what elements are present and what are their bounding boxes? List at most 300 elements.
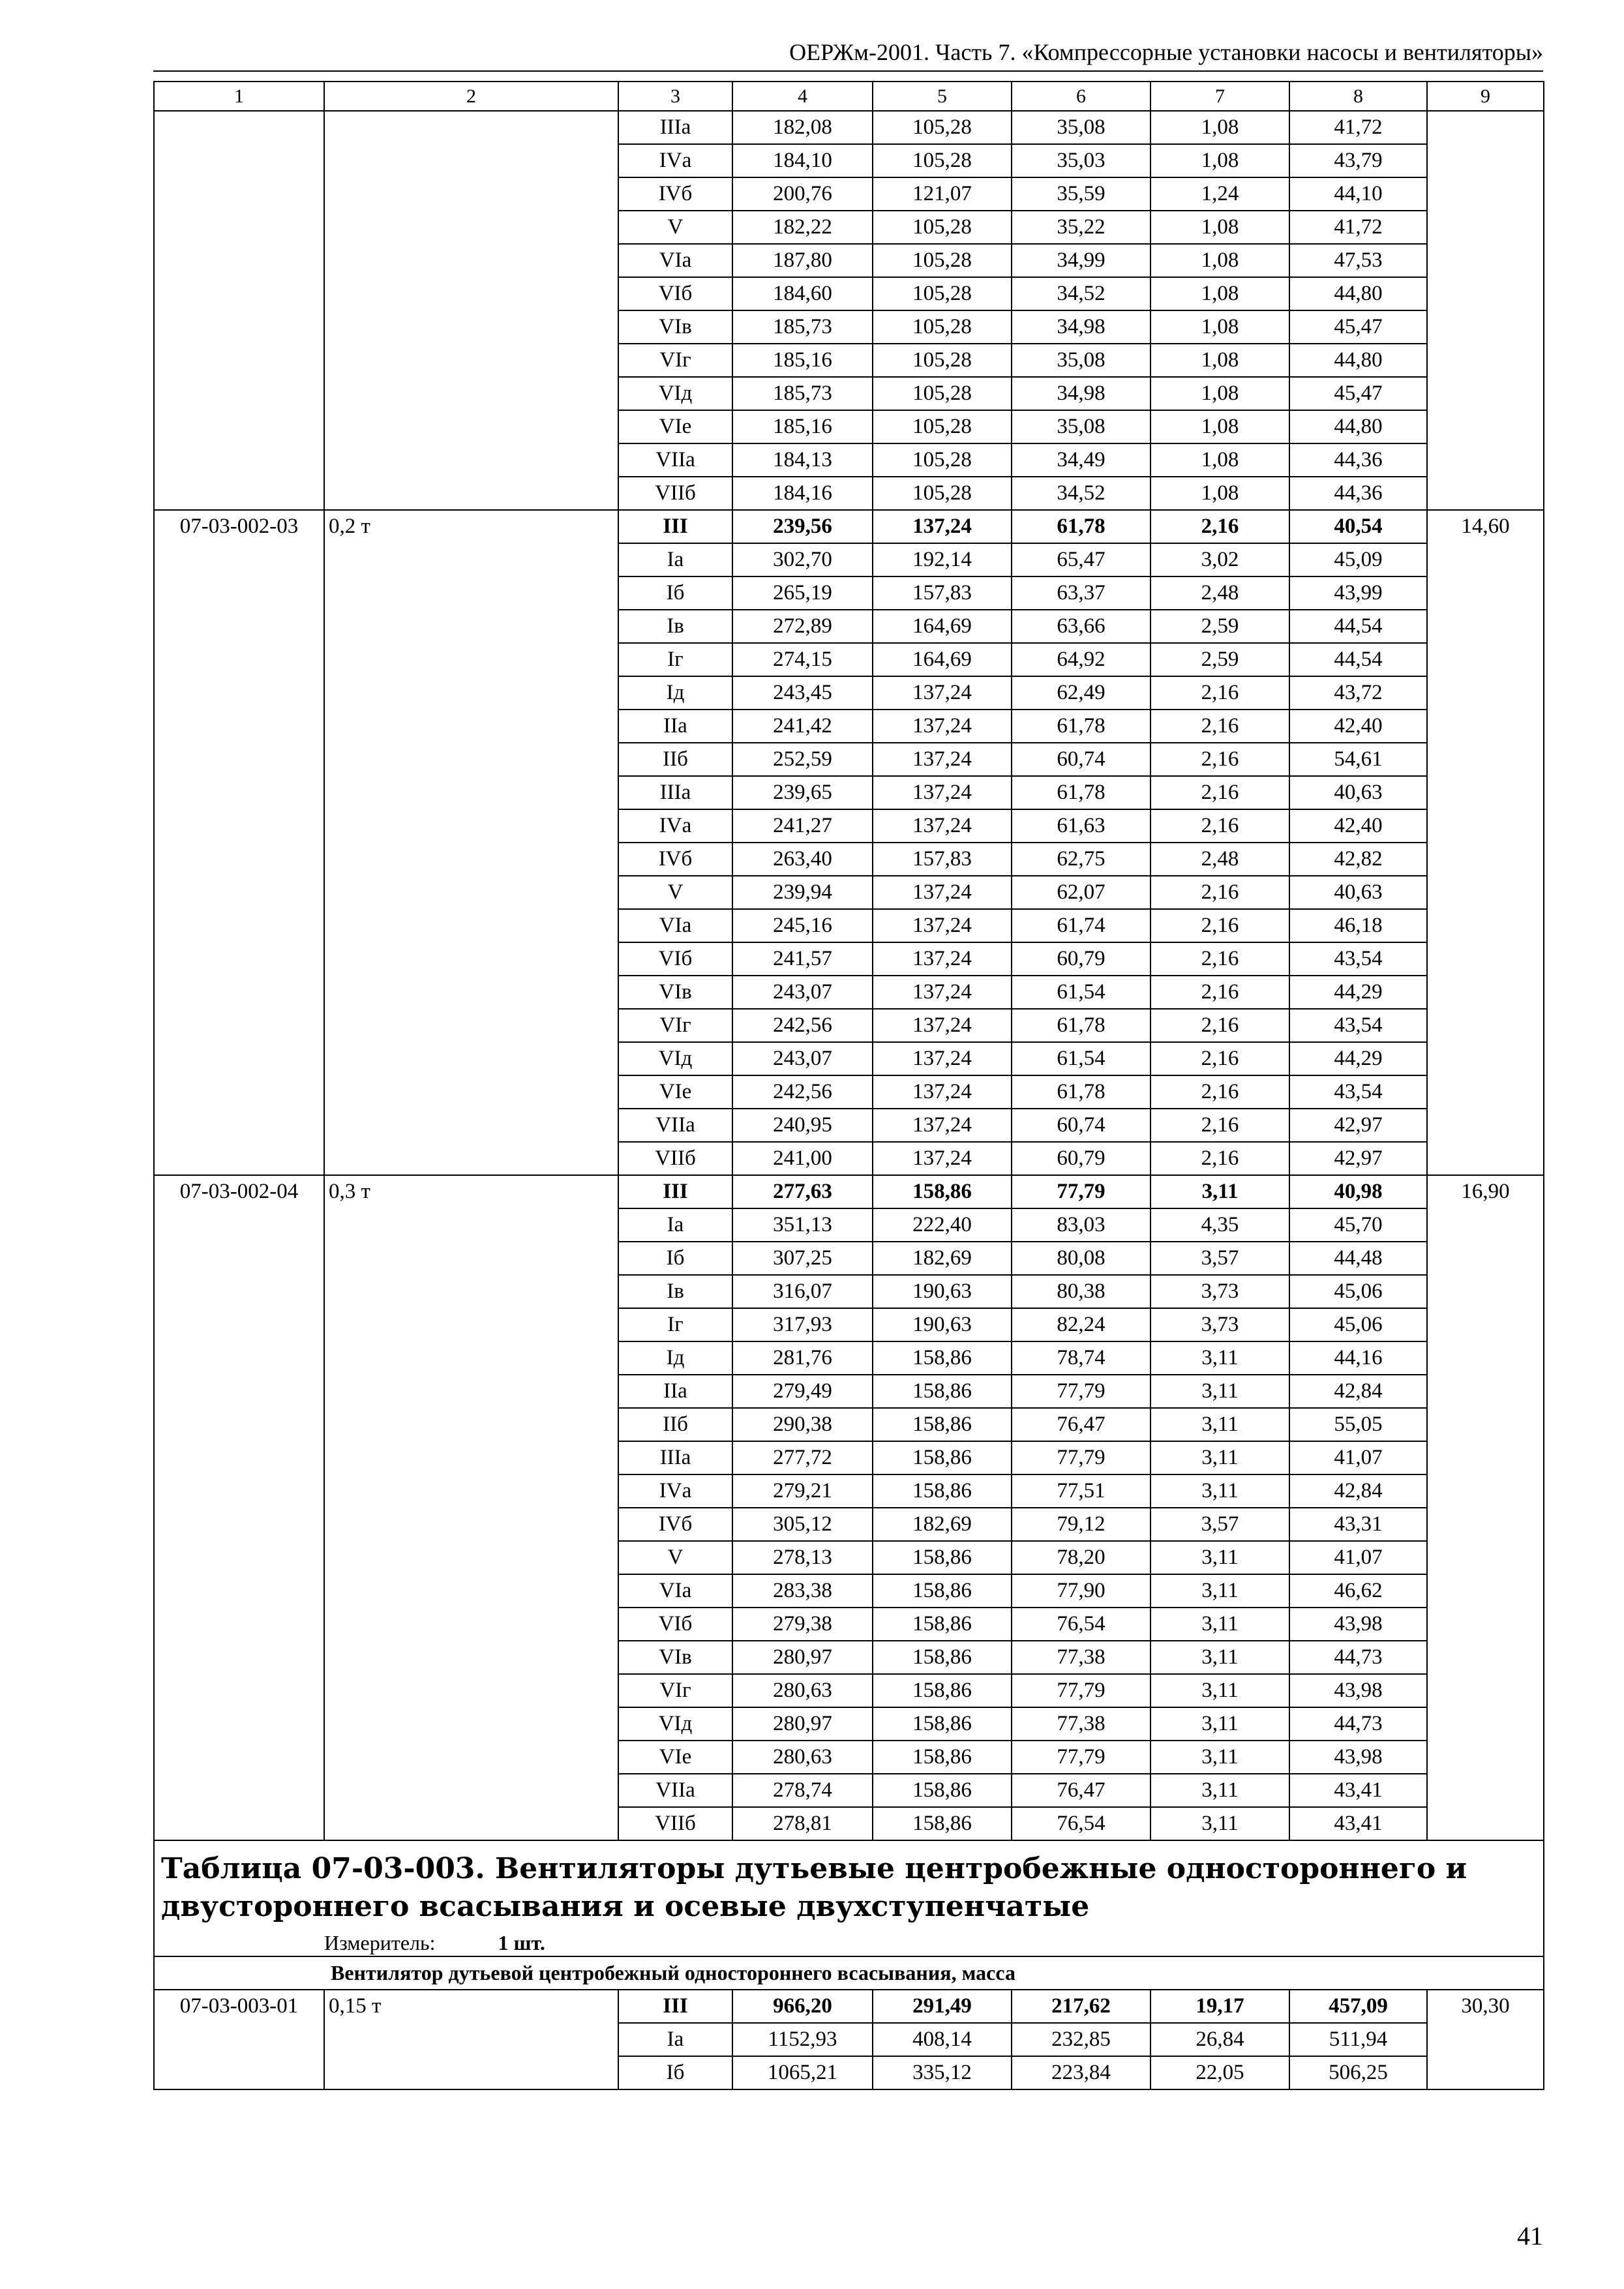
rate-name — [324, 111, 618, 510]
value-cell: 239,56 — [732, 510, 873, 543]
value-cell: 2,48 — [1150, 576, 1289, 610]
rate-name: 0,15 т — [324, 1990, 618, 2089]
value-cell: 61,78 — [1012, 710, 1150, 743]
value-cell: 158,86 — [873, 1674, 1012, 1707]
value-cell: 280,97 — [732, 1641, 873, 1674]
value-cell: 45,09 — [1289, 543, 1427, 576]
value-cell: 43,79 — [1289, 144, 1427, 177]
value-cell: 223,84 — [1012, 2056, 1150, 2089]
value-cell: 158,86 — [873, 1574, 1012, 1608]
value-cell: 45,06 — [1289, 1308, 1427, 1341]
value-cell: 457,09 — [1289, 1990, 1427, 2023]
zone-cell: VIб — [618, 277, 732, 310]
column-number: 8 — [1289, 82, 1427, 111]
value-cell: 43,98 — [1289, 1608, 1427, 1641]
value-cell: 46,18 — [1289, 909, 1427, 942]
value-cell: 105,28 — [873, 211, 1012, 244]
value-cell: 35,08 — [1012, 344, 1150, 377]
zone-cell: IIIа — [618, 111, 732, 144]
value-cell: 77,79 — [1012, 1674, 1150, 1707]
zone-cell: VIг — [618, 344, 732, 377]
value-cell: 305,12 — [732, 1508, 873, 1541]
value-cell: 2,16 — [1150, 1109, 1289, 1142]
rate-code — [154, 111, 324, 510]
zone-cell: IIа — [618, 710, 732, 743]
value-cell: 158,86 — [873, 1375, 1012, 1408]
value-cell: 137,24 — [873, 809, 1012, 843]
zone-cell: VIд — [618, 377, 732, 410]
value-cell: 3,11 — [1150, 1707, 1289, 1741]
value-cell: 43,41 — [1289, 1807, 1427, 1840]
value-cell: 137,24 — [873, 1042, 1012, 1075]
value-cell: 277,72 — [732, 1441, 873, 1474]
value-cell: 61,78 — [1012, 776, 1150, 809]
zone-cell: V — [618, 876, 732, 909]
value-cell: 34,52 — [1012, 477, 1150, 510]
value-cell: 1,08 — [1150, 244, 1289, 277]
value-cell: 2,16 — [1150, 809, 1289, 843]
zone-cell: Iг — [618, 643, 732, 676]
value-cell: 61,54 — [1012, 976, 1150, 1009]
zone-cell: VIа — [618, 909, 732, 942]
zone-cell: IVа — [618, 809, 732, 843]
zone-cell: VIа — [618, 244, 732, 277]
value-cell: 137,24 — [873, 942, 1012, 976]
value-cell: 185,73 — [732, 310, 873, 344]
column-number: 5 — [873, 82, 1012, 111]
value-cell: 164,69 — [873, 643, 1012, 676]
value-cell: 76,47 — [1012, 1774, 1150, 1807]
value-cell: 137,24 — [873, 1109, 1012, 1142]
value-cell: 3,11 — [1150, 1474, 1289, 1508]
value-cell: 1,08 — [1150, 144, 1289, 177]
value-cell: 42,97 — [1289, 1142, 1427, 1175]
value-cell: 105,28 — [873, 344, 1012, 377]
value-cell: 137,24 — [873, 976, 1012, 1009]
value-cell: 184,60 — [732, 277, 873, 310]
value-cell: 137,24 — [873, 1075, 1012, 1109]
value-cell: 335,12 — [873, 2056, 1012, 2089]
value-cell: 43,98 — [1289, 1741, 1427, 1774]
value-cell: 43,31 — [1289, 1508, 1427, 1541]
value-cell: 60,79 — [1012, 1142, 1150, 1175]
zone-cell: VIв — [618, 310, 732, 344]
value-cell: 158,86 — [873, 1641, 1012, 1674]
value-cell: 3,11 — [1150, 1574, 1289, 1608]
rate-name: 0,2 т — [324, 510, 618, 1175]
value-cell: 506,25 — [1289, 2056, 1427, 2089]
value-cell: 26,84 — [1150, 2023, 1289, 2056]
value-cell: 3,73 — [1150, 1308, 1289, 1341]
value-cell: 61,63 — [1012, 809, 1150, 843]
value-cell: 158,86 — [873, 1408, 1012, 1441]
value-cell: 44,73 — [1289, 1707, 1427, 1741]
value-cell: 245,16 — [732, 909, 873, 942]
value-cell: 239,94 — [732, 876, 873, 909]
value-cell: 44,80 — [1289, 410, 1427, 443]
table-row — [154, 111, 1544, 144]
value-cell: 137,24 — [873, 710, 1012, 743]
value-cell: 44,80 — [1289, 344, 1427, 377]
zone-cell: Iб — [618, 1242, 732, 1275]
value-cell: 241,00 — [732, 1142, 873, 1175]
value-cell: 158,86 — [873, 1341, 1012, 1375]
value-cell: 192,14 — [873, 543, 1012, 576]
value-cell: 40,63 — [1289, 876, 1427, 909]
value-cell: 280,63 — [732, 1674, 873, 1707]
value-cell: 184,10 — [732, 144, 873, 177]
value-cell: 158,86 — [873, 1741, 1012, 1774]
zone-cell: VIе — [618, 1741, 732, 1774]
column-number: 3 — [618, 82, 732, 111]
value-cell: 966,20 — [732, 1990, 873, 2023]
mass-cell: 16,90 — [1427, 1175, 1544, 1840]
value-cell: 185,16 — [732, 410, 873, 443]
value-cell: 43,54 — [1289, 1009, 1427, 1042]
value-cell: 158,86 — [873, 1175, 1012, 1208]
value-cell: 35,08 — [1012, 410, 1150, 443]
value-cell: 137,24 — [873, 876, 1012, 909]
value-cell: 61,54 — [1012, 1042, 1150, 1075]
value-cell: 1,08 — [1150, 111, 1289, 144]
value-cell: 2,16 — [1150, 909, 1289, 942]
value-cell: 265,19 — [732, 576, 873, 610]
value-cell: 22,05 — [1150, 2056, 1289, 2089]
zone-cell: Iа — [618, 2023, 732, 2056]
value-cell: 80,08 — [1012, 1242, 1150, 1275]
measure-value: 1 шт. — [498, 1931, 545, 1954]
value-cell: 40,98 — [1289, 1175, 1427, 1208]
value-cell: 44,16 — [1289, 1341, 1427, 1375]
value-cell: 105,28 — [873, 111, 1012, 144]
value-cell: 43,72 — [1289, 676, 1427, 710]
value-cell: 77,38 — [1012, 1707, 1150, 1741]
value-cell: 76,47 — [1012, 1408, 1150, 1441]
value-cell: 137,24 — [873, 510, 1012, 543]
value-cell: 42,97 — [1289, 1109, 1427, 1142]
zone-cell: IIIа — [618, 1441, 732, 1474]
value-cell: 291,49 — [873, 1990, 1012, 2023]
value-cell: 222,40 — [873, 1208, 1012, 1242]
value-cell: 105,28 — [873, 144, 1012, 177]
value-cell: 302,70 — [732, 543, 873, 576]
value-cell: 3,11 — [1150, 1774, 1289, 1807]
zone-cell: Iг — [618, 1308, 732, 1341]
measure-line — [161, 1930, 1537, 1956]
zone-cell: IVа — [618, 144, 732, 177]
value-cell: 283,38 — [732, 1574, 873, 1608]
zone-cell: VIб — [618, 942, 732, 976]
value-cell: 4,35 — [1150, 1208, 1289, 1242]
subheader-row — [154, 1956, 1544, 1990]
value-cell: 44,29 — [1289, 1042, 1427, 1075]
zone-cell: Iб — [618, 576, 732, 610]
value-cell: 76,54 — [1012, 1608, 1150, 1641]
value-cell: 243,07 — [732, 976, 873, 1009]
value-cell: 46,62 — [1289, 1574, 1427, 1608]
value-cell: 3,11 — [1150, 1175, 1289, 1208]
zone-cell: Iа — [618, 1208, 732, 1242]
value-cell: 2,16 — [1150, 1009, 1289, 1042]
value-cell: 272,89 — [732, 610, 873, 643]
value-cell: 137,24 — [873, 743, 1012, 776]
value-cell: 41,07 — [1289, 1441, 1427, 1474]
value-cell: 1,08 — [1150, 377, 1289, 410]
value-cell: 2,16 — [1150, 976, 1289, 1009]
value-cell: 2,59 — [1150, 610, 1289, 643]
value-cell: 105,28 — [873, 477, 1012, 510]
value-cell: 3,57 — [1150, 1242, 1289, 1275]
zone-cell: Iа — [618, 543, 732, 576]
value-cell: 79,12 — [1012, 1508, 1150, 1541]
value-cell: 3,73 — [1150, 1275, 1289, 1308]
value-cell: 63,37 — [1012, 576, 1150, 610]
value-cell: 105,28 — [873, 377, 1012, 410]
value-cell: 105,28 — [873, 277, 1012, 310]
value-cell: 137,24 — [873, 909, 1012, 942]
value-cell: 3,02 — [1150, 543, 1289, 576]
value-cell: 2,16 — [1150, 876, 1289, 909]
value-cell: 277,63 — [732, 1175, 873, 1208]
value-cell: 137,24 — [873, 776, 1012, 809]
column-number: 7 — [1150, 82, 1289, 111]
value-cell: 274,15 — [732, 643, 873, 676]
value-cell: 1,08 — [1150, 443, 1289, 477]
value-cell: 78,20 — [1012, 1541, 1150, 1574]
value-cell: 351,13 — [732, 1208, 873, 1242]
value-cell: 44,29 — [1289, 976, 1427, 1009]
value-cell: 55,05 — [1289, 1408, 1427, 1441]
value-cell: 44,36 — [1289, 477, 1427, 510]
value-cell: 35,22 — [1012, 211, 1150, 244]
mass-cell: 30,30 — [1427, 1990, 1544, 2089]
zone-cell: Iб — [618, 2056, 732, 2089]
zone-cell: VIIа — [618, 1109, 732, 1142]
column-number: 6 — [1012, 82, 1150, 111]
value-cell: 34,49 — [1012, 443, 1150, 477]
column-number-row — [154, 82, 1544, 111]
table-row — [154, 1175, 1544, 1208]
column-number: 9 — [1427, 82, 1544, 111]
zone-cell: VIв — [618, 976, 732, 1009]
zone-cell: VIе — [618, 1075, 732, 1109]
value-cell: 3,11 — [1150, 1674, 1289, 1707]
value-cell: 35,08 — [1012, 111, 1150, 144]
table-row — [154, 1990, 1544, 2023]
value-cell: 2,16 — [1150, 942, 1289, 976]
value-cell: 2,59 — [1150, 643, 1289, 676]
value-cell: 3,57 — [1150, 1508, 1289, 1541]
zone-cell: Iд — [618, 676, 732, 710]
zone-cell: VIIб — [618, 477, 732, 510]
zone-cell: VIд — [618, 1707, 732, 1741]
value-cell: 243,07 — [732, 1042, 873, 1075]
value-cell: 35,59 — [1012, 177, 1150, 211]
value-cell: 137,24 — [873, 1142, 1012, 1175]
zone-cell: Iв — [618, 1275, 732, 1308]
value-cell: 3,11 — [1150, 1807, 1289, 1840]
page-number: 41 — [1517, 2221, 1543, 2251]
value-cell: 41,72 — [1289, 211, 1427, 244]
value-cell: 511,94 — [1289, 2023, 1427, 2056]
value-cell: 279,38 — [732, 1608, 873, 1641]
header-rule — [153, 70, 1543, 72]
value-cell: 278,13 — [732, 1541, 873, 1574]
value-cell: 317,93 — [732, 1308, 873, 1341]
value-cell: 77,79 — [1012, 1441, 1150, 1474]
value-cell: 78,74 — [1012, 1341, 1150, 1375]
value-cell: 2,48 — [1150, 843, 1289, 876]
value-cell: 240,95 — [732, 1109, 873, 1142]
value-cell: 34,98 — [1012, 377, 1150, 410]
rate-code: 07-03-003-01 — [154, 1990, 324, 2089]
value-cell: 164,69 — [873, 610, 1012, 643]
value-cell: 34,52 — [1012, 277, 1150, 310]
value-cell: 44,73 — [1289, 1641, 1427, 1674]
value-cell: 2,16 — [1150, 1042, 1289, 1075]
value-cell: 279,49 — [732, 1375, 873, 1408]
value-cell: 60,74 — [1012, 1109, 1150, 1142]
value-cell: 1152,93 — [732, 2023, 873, 2056]
value-cell: 41,72 — [1289, 111, 1427, 144]
value-cell: 278,74 — [732, 1774, 873, 1807]
table-title-cell — [154, 1840, 1544, 1956]
value-cell: 290,38 — [732, 1408, 873, 1441]
value-cell: 200,76 — [732, 177, 873, 211]
measure-label: Измеритель: — [324, 1931, 436, 1954]
value-cell: 45,47 — [1289, 377, 1427, 410]
value-cell: 281,76 — [732, 1341, 873, 1375]
value-cell: 19,17 — [1150, 1990, 1289, 2023]
value-cell: 35,03 — [1012, 144, 1150, 177]
table-title-row — [154, 1840, 1544, 1956]
table-row — [154, 510, 1544, 543]
value-cell: 241,42 — [732, 710, 873, 743]
value-cell: 263,40 — [732, 843, 873, 876]
zone-cell: Iд — [618, 1341, 732, 1375]
value-cell: 60,79 — [1012, 942, 1150, 976]
value-cell: 1,08 — [1150, 310, 1289, 344]
value-cell: 82,24 — [1012, 1308, 1150, 1341]
zone-cell: VIв — [618, 1641, 732, 1674]
value-cell: 41,07 — [1289, 1541, 1427, 1574]
value-cell: 1,08 — [1150, 410, 1289, 443]
table-title: Таблица 07-03-003. Вентиляторы дутьевые центробежные одностороннего и двустороннего всасывания и осевые двухступенчатые — [161, 1852, 1467, 1923]
zone-cell: VIIа — [618, 1774, 732, 1807]
value-cell: 182,69 — [873, 1242, 1012, 1275]
value-cell: 190,63 — [873, 1275, 1012, 1308]
value-cell: 190,63 — [873, 1308, 1012, 1341]
value-cell: 64,92 — [1012, 643, 1150, 676]
zone-cell: IVб — [618, 843, 732, 876]
value-cell: 44,54 — [1289, 610, 1427, 643]
value-cell: 158,86 — [873, 1807, 1012, 1840]
value-cell: 54,61 — [1289, 743, 1427, 776]
value-cell: 43,54 — [1289, 942, 1427, 976]
subheader: Вентилятор дутьевой центробежный одностороннего всасывания, масса — [154, 1956, 1544, 1990]
value-cell: 232,85 — [1012, 2023, 1150, 2056]
value-cell: 43,41 — [1289, 1774, 1427, 1807]
zone-cell: IIб — [618, 1408, 732, 1441]
value-cell: 77,51 — [1012, 1474, 1150, 1508]
zone-cell: VIа — [618, 1574, 732, 1608]
value-cell: 44,36 — [1289, 443, 1427, 477]
rate-name: 0,3 т — [324, 1175, 618, 1840]
value-cell: 217,62 — [1012, 1990, 1150, 2023]
value-cell: 243,45 — [732, 676, 873, 710]
value-cell: 184,13 — [732, 443, 873, 477]
value-cell: 3,11 — [1150, 1341, 1289, 1375]
value-cell: 316,07 — [732, 1275, 873, 1308]
value-cell: 3,11 — [1150, 1641, 1289, 1674]
value-cell: 158,86 — [873, 1441, 1012, 1474]
value-cell: 105,28 — [873, 244, 1012, 277]
value-cell: 185,16 — [732, 344, 873, 377]
value-cell: 242,56 — [732, 1075, 873, 1109]
zone-cell: III — [618, 1990, 732, 2023]
zone-cell: VIд — [618, 1042, 732, 1075]
value-cell: 157,83 — [873, 843, 1012, 876]
value-cell: 34,98 — [1012, 310, 1150, 344]
zone-cell: IIIа — [618, 776, 732, 809]
zone-cell: III — [618, 1175, 732, 1208]
value-cell: 40,63 — [1289, 776, 1427, 809]
running-header: ОЕРЖм-2001. Часть 7. «Компрессорные установки насосы и вентиляторы» — [789, 39, 1543, 65]
value-cell: 77,38 — [1012, 1641, 1150, 1674]
value-cell: 137,24 — [873, 676, 1012, 710]
value-cell: 157,83 — [873, 576, 1012, 610]
value-cell: 158,86 — [873, 1474, 1012, 1508]
value-cell: 80,38 — [1012, 1275, 1150, 1308]
value-cell: 3,11 — [1150, 1375, 1289, 1408]
value-cell: 279,21 — [732, 1474, 873, 1508]
value-cell: 42,40 — [1289, 710, 1427, 743]
value-cell: 242,56 — [732, 1009, 873, 1042]
value-cell: 44,54 — [1289, 643, 1427, 676]
value-cell: 158,86 — [873, 1774, 1012, 1807]
value-cell: 105,28 — [873, 410, 1012, 443]
value-cell: 105,28 — [873, 443, 1012, 477]
value-cell: 45,06 — [1289, 1275, 1427, 1308]
value-cell: 45,47 — [1289, 310, 1427, 344]
zone-cell: III — [618, 510, 732, 543]
value-cell: 182,22 — [732, 211, 873, 244]
zone-cell: VIг — [618, 1009, 732, 1042]
zone-cell: Iв — [618, 610, 732, 643]
value-cell: 77,90 — [1012, 1574, 1150, 1608]
value-cell: 278,81 — [732, 1807, 873, 1840]
zone-cell: V — [618, 1541, 732, 1574]
value-cell: 61,78 — [1012, 1075, 1150, 1109]
rates-table — [153, 81, 1544, 2090]
value-cell: 105,28 — [873, 310, 1012, 344]
mass-cell: 14,60 — [1427, 510, 1544, 1175]
zone-cell: VIг — [618, 1674, 732, 1707]
value-cell: 2,16 — [1150, 510, 1289, 543]
value-cell: 62,07 — [1012, 876, 1150, 909]
value-cell: 1,08 — [1150, 277, 1289, 310]
value-cell: 61,74 — [1012, 909, 1150, 942]
value-cell: 3,11 — [1150, 1441, 1289, 1474]
value-cell: 182,69 — [873, 1508, 1012, 1541]
value-cell: 65,47 — [1012, 543, 1150, 576]
zone-cell: IIа — [618, 1375, 732, 1408]
value-cell: 2,16 — [1150, 1142, 1289, 1175]
value-cell: 1,24 — [1150, 177, 1289, 211]
value-cell: 1,08 — [1150, 477, 1289, 510]
zone-cell: VIIб — [618, 1807, 732, 1840]
zone-cell: IVб — [618, 1508, 732, 1541]
